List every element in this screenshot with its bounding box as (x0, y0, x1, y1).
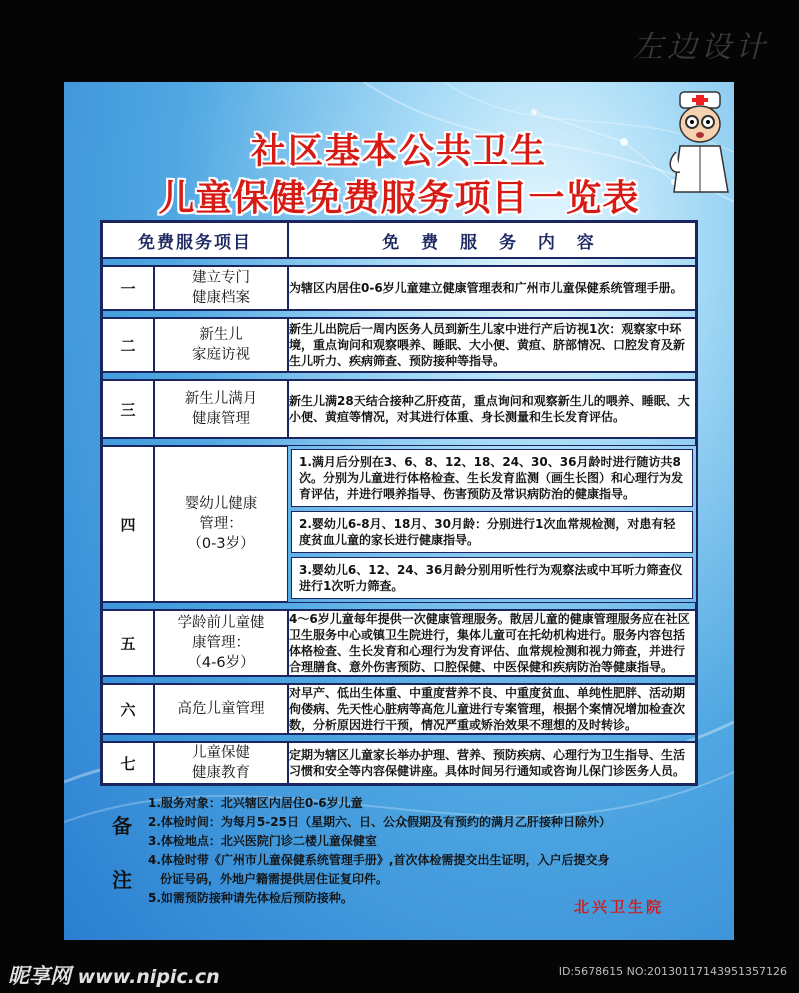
row-item-name: 新生儿 家庭访视 (154, 318, 288, 372)
site-url: www.nipic.cn (77, 966, 220, 988)
notes-list (148, 794, 708, 908)
row-number: 二 (102, 318, 154, 372)
table-row (102, 610, 696, 676)
row-content: 新生儿出院后一周内医务人员到新生儿家中进行产后访视1次：观察家中环境，重点询问和观察喂养、睡眠、大小便、黄疸、脐部情况、口腔发育及新生儿听力、疾病筛查、预防接种等指导。 (288, 318, 696, 372)
note-line: 2.体检时间：为每月5-25日（星期六、日、公众假期及有预约的满月乙肝接种日除外） (148, 815, 611, 829)
sub-content: 2.婴幼儿6-8月、18月、30月龄：分别进行1次血常规检测，对患有轻度贫血儿童的家长进行健康指导。 (291, 511, 693, 553)
row-number: 四 (102, 446, 154, 602)
poster-panel (64, 82, 734, 940)
table-row (102, 266, 696, 310)
watermark-text: 左边设计 (633, 30, 769, 65)
notes-label-1: 备 (112, 814, 132, 838)
notes-label-2: 注 (112, 868, 132, 892)
sub-content: 1.满月后分别在3、6、8、12、18、24、30、36月龄时进行随访共8次。分别为儿童进行体格检查、生长发育监测（画生长图）和心理行为发育评估，并进行喂养指导、伤害预防及常识病防治的健康指导。 (291, 449, 693, 507)
note-line: 份证号码，外地户籍需提供居住证复印件。 (160, 872, 389, 886)
poster-title-line2: 儿童保健免费服务项目一览表 (158, 178, 640, 219)
site-logo-text: 昵享网 (8, 964, 71, 988)
image-id-text: ID:5678615 NO:20130117143951357126 (558, 965, 787, 978)
row-item-name: 建立专门 健康档案 (154, 266, 288, 310)
note-line: 5.如需预防接种请先体检后预防接种。 (148, 891, 353, 905)
row-content: 为辖区内居住0-6岁儿童建立健康管理表和广州市儿童保健系统管理手册。 (288, 266, 696, 310)
row-content-group (288, 446, 696, 602)
table-row (102, 684, 696, 734)
poster-title-line1: 社区基本公共卫生 (250, 132, 547, 172)
note-line: 3.体检地点：北兴医院门诊二楼儿童保健室 (148, 834, 377, 848)
row-content: 4～6岁儿童每年提供一次健康管理服务。散居儿童的健康管理服务应在社区卫生服务中心或镇卫生院进行，集体儿童可在托幼机构进行。服务内容包括体格检查、生长发育和心理行为发育评估、血常规检测和视力筛查，并进行合理膳食、意外伤害预防、口腔保健、中医保健和疾病防治等健康指导。 (288, 610, 696, 676)
row-item-name: 新生儿满月 健康管理 (154, 380, 288, 438)
service-table (100, 220, 698, 786)
row-number: 六 (102, 684, 154, 734)
row-number: 三 (102, 380, 154, 438)
row-content: 定期为辖区儿童家长举办护理、营养、预防疾病、心理行为卫生指导、生活习惯和安全等内容保健讲座。具体时间另行通知或咨询儿保门诊医务人员。 (288, 742, 696, 784)
table-row (102, 446, 696, 602)
header-content: 免 费 服 务 内 容 (288, 222, 696, 258)
note-line: 4.体检时带《广州市儿童保健系统管理手册》,首次体检需提交出生证明，入户后提交身 (148, 853, 610, 867)
row-content: 新生儿满28天结合接种乙肝疫苗，重点询问和观察新生儿的喂养、睡眠、大小便、黄疸等情况，对其进行体重、身长测量和生长发育评估。 (288, 380, 696, 438)
sub-content: 3.婴幼儿6、12、24、36月龄分别用听性行为观察法或中耳听力筛查仪进行1次听力筛查。 (291, 557, 693, 599)
row-item-name: 婴幼儿健康 管理： （0-3岁） (154, 446, 288, 602)
note-line: 1.服务对象：北兴辖区内居住0-6岁儿童 (148, 796, 363, 810)
table-row (102, 380, 696, 438)
row-item-name: 学龄前儿童健 康管理： （4-6岁） (154, 610, 288, 676)
table-row (102, 318, 696, 372)
row-item-name: 儿童保健 健康教育 (154, 742, 288, 784)
row-number: 一 (102, 266, 154, 310)
row-content: 对早产、低出生体重、中重度营养不良、中重度贫血、单纯性肥胖、活动期佝偻病、先天性心脏病等高危儿童进行专案管理，根据个案情况增加检查次数，分析原因进行干预，情况严重或矫治效果不理想的及时转诊。 (288, 684, 696, 734)
table-row (102, 742, 696, 784)
site-logo (8, 960, 220, 990)
table-header-row (102, 222, 696, 258)
hospital-name: 北兴卫生院 (574, 898, 665, 916)
header-item: 免费服务项目 (102, 222, 288, 258)
row-number: 五 (102, 610, 154, 676)
row-number: 七 (102, 742, 154, 784)
row-item-name: 高危儿童管理 (154, 684, 288, 734)
